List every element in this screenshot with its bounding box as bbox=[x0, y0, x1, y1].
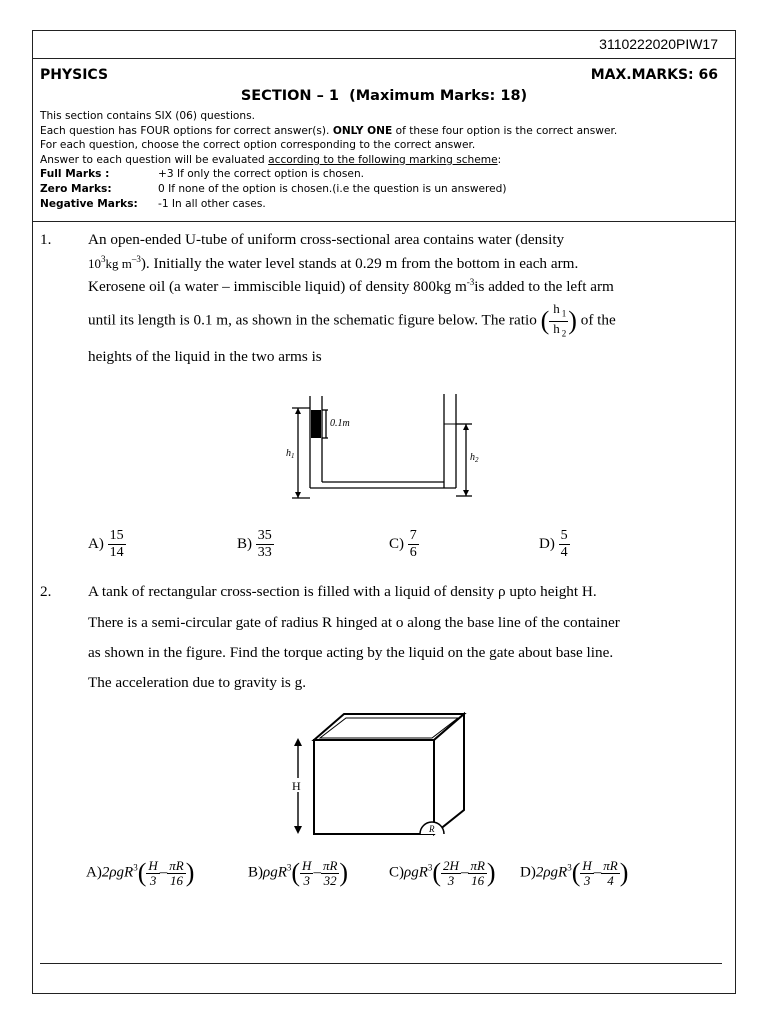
label-h1: $h_1$ bbox=[286, 448, 295, 460]
question-line bbox=[88, 583, 597, 601]
q1-option-d[interactable] bbox=[539, 528, 570, 561]
q-sup: 3 bbox=[101, 254, 106, 264]
frac-num: πR bbox=[322, 857, 338, 873]
option-pow: 3 bbox=[286, 862, 292, 873]
section-marks: (Maximum Marks: 18) bbox=[349, 88, 528, 104]
frac-den: 14 bbox=[109, 545, 124, 560]
question-number: 1. bbox=[40, 231, 52, 248]
option-pow: 3 bbox=[133, 862, 138, 873]
marking-text: +3 If only the correct option is chosen. bbox=[158, 168, 365, 181]
subject-title: PHYSICS bbox=[40, 67, 109, 83]
paren-open: ( bbox=[571, 858, 581, 887]
label-R: R bbox=[429, 824, 435, 834]
frac-num: πR bbox=[470, 857, 485, 873]
frac-den: 3 bbox=[447, 872, 455, 888]
q-text: is added to the left arm bbox=[474, 278, 614, 296]
paren-close: ) bbox=[339, 858, 349, 887]
instruction-text: of these four option is the correct answer. bbox=[395, 124, 618, 137]
question-line bbox=[88, 277, 614, 296]
option-coef: 2ρgR bbox=[535, 864, 568, 881]
frac-num: 5 bbox=[560, 528, 568, 543]
question-number: 2. bbox=[40, 583, 52, 600]
paren-open: ( bbox=[291, 858, 301, 887]
marking-text: 0 If none of the option is chosen.(i.e the question is un answered) bbox=[158, 182, 507, 195]
tank-figure bbox=[288, 708, 478, 838]
q-text: 10 bbox=[88, 256, 101, 272]
option-fraction bbox=[108, 528, 126, 561]
instruction-text: Each question has FOUR options for correct answer(s). bbox=[40, 124, 330, 137]
frac-num: 2H bbox=[443, 857, 459, 873]
marking-negative bbox=[40, 197, 730, 212]
header-rule bbox=[33, 58, 735, 59]
frac-num: H bbox=[302, 857, 312, 873]
paper-code: 3110222020PIW17 bbox=[599, 36, 718, 52]
option-label: B) bbox=[237, 536, 252, 552]
option-fraction bbox=[408, 528, 419, 561]
frac-den: 6 bbox=[409, 545, 417, 560]
option-label: B) bbox=[248, 864, 263, 881]
option-label: C) bbox=[389, 536, 404, 552]
instruction-line bbox=[40, 124, 730, 139]
frac-den: 4 bbox=[607, 872, 614, 888]
frac-num: πR bbox=[603, 857, 618, 873]
q-sup: –3 bbox=[131, 254, 141, 264]
frac-num: 15 bbox=[109, 528, 124, 543]
instructions bbox=[40, 109, 730, 211]
q2-option-b[interactable]: B)ρgR$^3$( $\frac{H}{3}$ – $\frac{\pi R}{32}$ ) bbox=[248, 857, 349, 888]
q2-option-c[interactable]: C)ρgR$^3$( $\frac{2H}{3}$ – $\frac{\pi R}{16}$ ) bbox=[389, 857, 496, 888]
marking-text: -1 In all other cases. bbox=[158, 197, 266, 210]
q-text: kg m bbox=[105, 256, 132, 272]
u-tube-figure bbox=[280, 388, 490, 500]
question-line: An open-ended U-tube of uniform cross-sectional area contains water (density bbox=[88, 231, 565, 248]
frac-num: 7 bbox=[409, 528, 417, 543]
ratio-den-sub: 2 bbox=[561, 328, 567, 339]
paren-close: ) bbox=[486, 858, 496, 887]
option-label: D) bbox=[539, 536, 555, 552]
paren-open: ( bbox=[137, 858, 147, 887]
section-name: SECTION – 1 bbox=[240, 88, 340, 104]
q1-option-c[interactable] bbox=[389, 528, 419, 561]
paren-open: ( bbox=[540, 306, 550, 336]
option-coef: 2ρgR bbox=[101, 864, 134, 881]
q-text: upto height H. bbox=[509, 583, 597, 600]
question-line: The acceleration due to gravity is g. bbox=[88, 674, 307, 691]
marking-label: Negative Marks: bbox=[40, 197, 138, 210]
paren-close: ) bbox=[185, 858, 195, 887]
instruction-line bbox=[40, 153, 730, 168]
label-0-1m: 0.1m bbox=[330, 418, 350, 429]
frac-den: 3 bbox=[583, 872, 591, 888]
instructions-rule bbox=[33, 221, 735, 222]
frac-den: 32 bbox=[323, 872, 337, 888]
frac-den: 16 bbox=[170, 872, 183, 888]
frac-2 bbox=[468, 859, 486, 888]
paren-close: ) bbox=[619, 858, 629, 887]
q-text: of the bbox=[580, 311, 616, 329]
option-fraction bbox=[256, 528, 274, 561]
frac-num: πR bbox=[169, 857, 184, 873]
frac-1 bbox=[580, 859, 593, 888]
option-pow: 3 bbox=[427, 862, 433, 873]
ratio-num: h bbox=[553, 301, 560, 316]
frac-den: 4 bbox=[560, 545, 568, 560]
footer-rule bbox=[40, 963, 722, 964]
frac-2 bbox=[167, 859, 185, 888]
ratio-num-sub: 1 bbox=[561, 308, 567, 319]
paren-open: ( bbox=[432, 858, 442, 887]
question-line: There is a semi-circular gate of radius R hinged at o along the base line of the container bbox=[88, 614, 620, 631]
instruction-underlined: according to the following marking scheme bbox=[268, 153, 498, 166]
instruction-line: This section contains SIX (06) questions. bbox=[40, 110, 255, 122]
option-label: D) bbox=[520, 864, 536, 881]
q1-option-b[interactable] bbox=[237, 528, 274, 561]
frac-num: H bbox=[148, 857, 158, 873]
option-label: C) bbox=[389, 864, 404, 881]
frac-1 bbox=[300, 859, 313, 888]
marking-label: Full Marks : bbox=[40, 168, 110, 181]
option-pow: 3 bbox=[567, 862, 572, 873]
q1-option-a[interactable] bbox=[88, 528, 126, 561]
label-H: H bbox=[292, 779, 301, 793]
max-marks: MAX.MARKS: 66 bbox=[590, 67, 718, 83]
section-title bbox=[0, 88, 768, 104]
q2-option-d[interactable]: D)2ρgR$^3$( $\frac{H}{3}$ – $\frac{\pi R}{4}$ ) bbox=[520, 857, 629, 888]
option-coef: ρgR bbox=[404, 864, 428, 881]
ratio-fraction bbox=[549, 302, 568, 340]
q-text: ). Initially the water level stands at 0.29 m from the bottom in each arm. bbox=[140, 255, 579, 273]
frac-2 bbox=[601, 859, 619, 888]
q-symbol: ρ bbox=[497, 583, 506, 600]
q-sup: -3 bbox=[466, 277, 475, 287]
instruction-text: Answer to each question will be evaluated bbox=[40, 153, 265, 166]
option-fraction bbox=[559, 528, 570, 561]
marking-label: Zero Marks: bbox=[40, 182, 112, 195]
option-label: A) bbox=[88, 536, 104, 552]
ratio-den: h bbox=[553, 320, 560, 336]
frac-1 bbox=[146, 859, 159, 888]
frac-num: H bbox=[582, 857, 592, 873]
instruction-emphasis: ONLY ONE bbox=[332, 124, 393, 137]
question-line bbox=[88, 302, 616, 340]
label-h2: $h_2$ bbox=[470, 452, 479, 464]
q2-option-a[interactable]: A)2ρgR$^3$( $\frac{H}{3}$ – $\frac{\pi R}{16}$ ) bbox=[86, 857, 195, 888]
question-line: heights of the liquid in the two arms is bbox=[88, 348, 322, 365]
frac-num: 35 bbox=[257, 528, 272, 543]
q-text: until its length is 0.1 m, as shown in the schematic figure below. The ratio bbox=[88, 311, 537, 329]
marking-full bbox=[40, 167, 730, 182]
instruction-line: For each question, choose the correct option corresponding to the correct answer. bbox=[40, 139, 476, 152]
frac-den: 3 bbox=[303, 872, 310, 888]
paren-close: ) bbox=[568, 306, 577, 336]
frac-den: 16 bbox=[471, 872, 485, 888]
q-text: Kerosene oil (a water – immiscible liquid) of density 800kg m bbox=[88, 278, 467, 296]
marking-zero bbox=[40, 182, 730, 197]
frac-1 bbox=[441, 859, 461, 888]
frac-2 bbox=[321, 859, 339, 888]
option-label: A) bbox=[86, 864, 102, 881]
question-line bbox=[88, 254, 578, 273]
frac-den: 3 bbox=[149, 872, 157, 888]
q-text: A tank of rectangular cross-section is filled with a liquid of density bbox=[88, 583, 495, 600]
option-coef: ρgR bbox=[263, 864, 287, 881]
frac-den: 33 bbox=[257, 545, 272, 560]
question-line: as shown in the figure. Find the torque acting by the liquid on the gate about base line. bbox=[88, 644, 614, 661]
instruction-text: : bbox=[497, 153, 502, 166]
